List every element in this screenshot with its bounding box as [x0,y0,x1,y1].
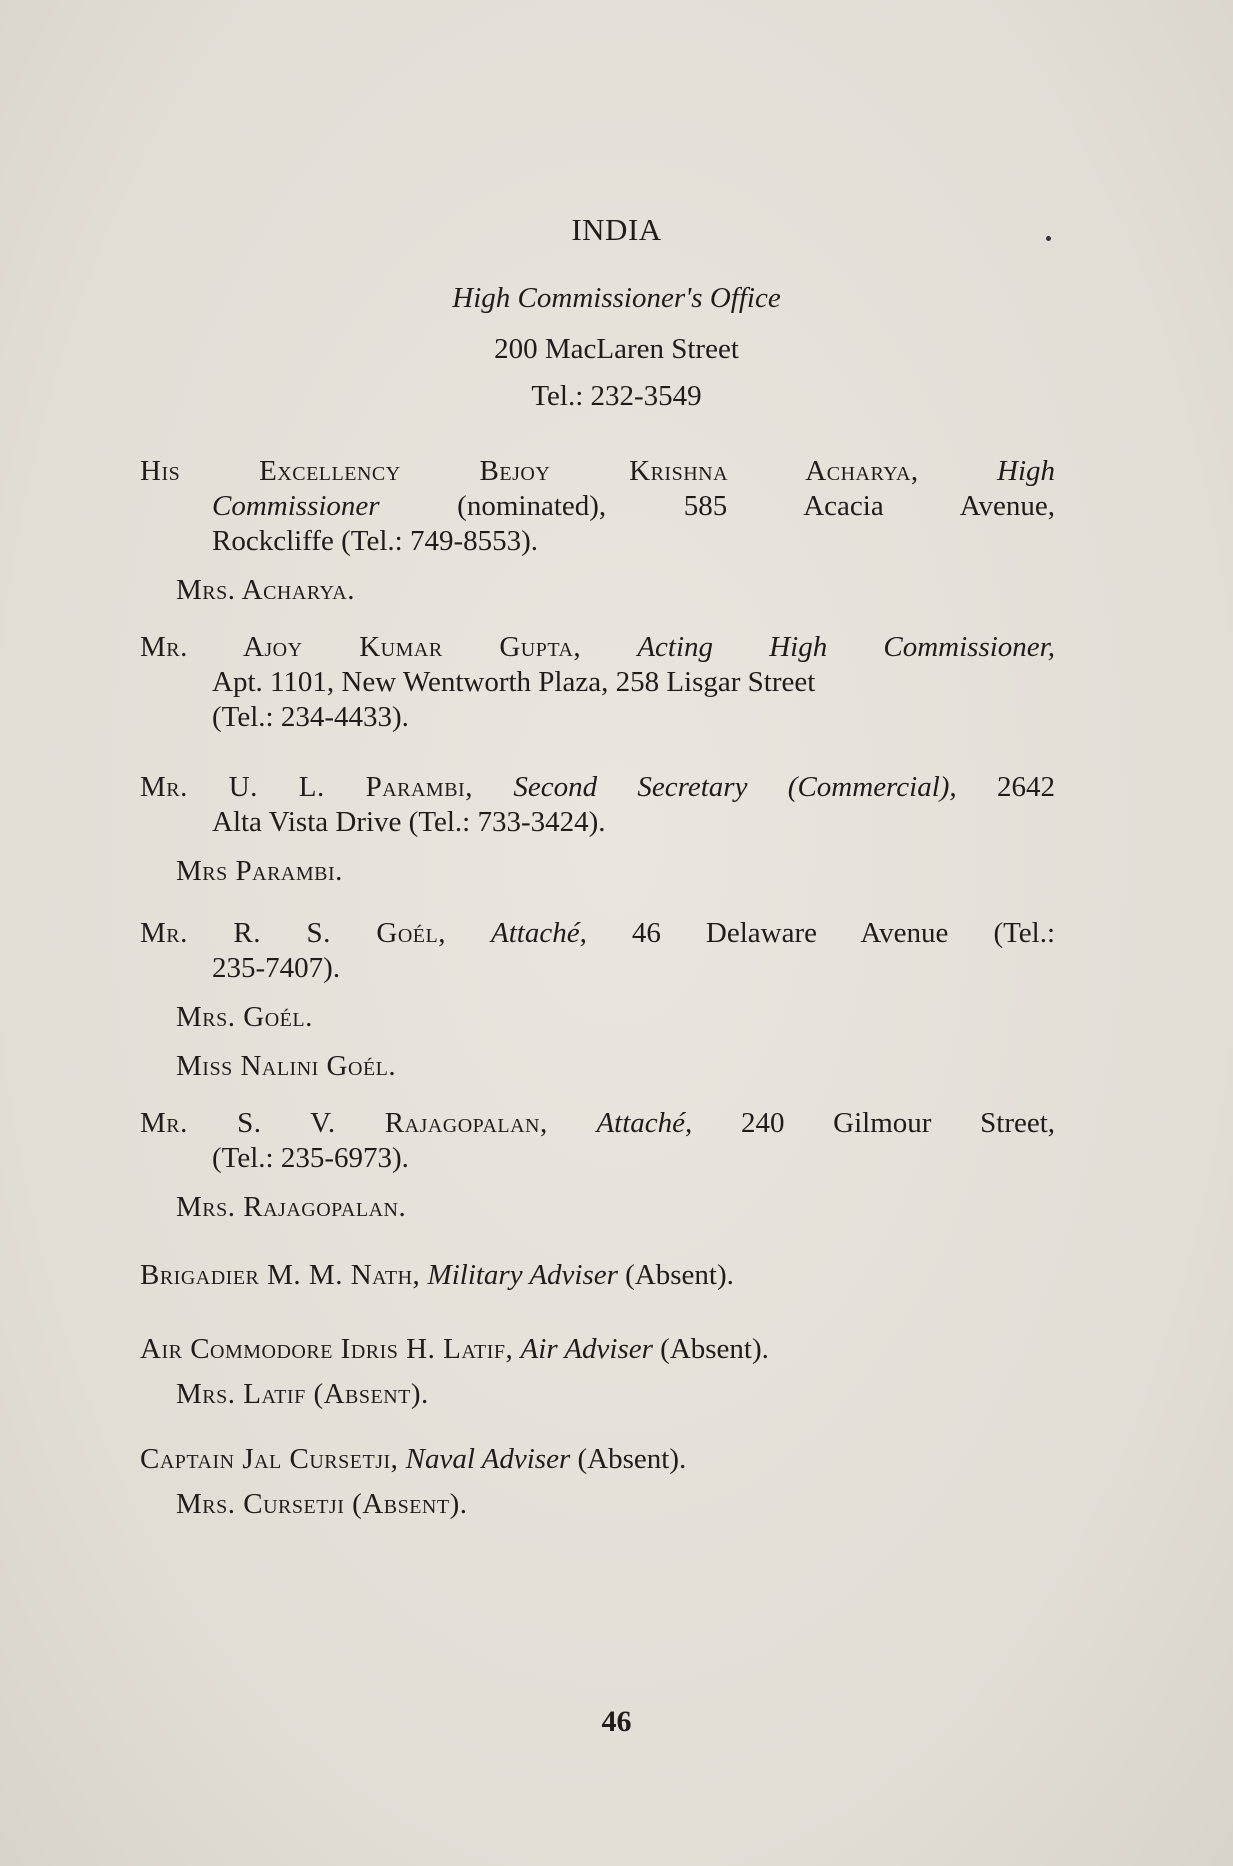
entry-line [140,1442,1055,1477]
entry-latif [140,1332,1055,1412]
entry-line [140,916,1055,951]
person-title: Naval Adviser [405,1443,571,1475]
person-title: Attaché, [596,1107,693,1139]
page-number: 46 [601,1705,632,1738]
person-name: Mr. U. L. Parambi, [140,771,473,803]
person-title: Acting High Commissioner, [637,631,1055,663]
spouse-name: Mrs. Cursetji (Absent). [176,1488,468,1520]
spouse-name: Mrs. Acharya. [176,574,355,606]
entry-rajagopalan [140,1106,1055,1225]
person-details: 2642 [997,771,1056,803]
person-details: (nominated), 585 Acacia Avenue, [457,490,1055,522]
daughter-name: Miss Nalini Goél. [176,1050,397,1082]
person-details: (Tel.: 234-4433). [212,701,409,733]
person-details: 240 Gilmour Street, [740,1107,1056,1139]
person-name: Brigadier M. M. Nath, [140,1259,421,1291]
office-phone: Tel.: 232-3549 [531,380,702,412]
person-details: (Absent). [625,1259,734,1291]
person-title: Air Adviser [520,1333,653,1365]
spouse-name: Mrs. Rajagopalan. [176,1191,407,1223]
entry-acharya [140,454,1055,608]
country-heading: INDIA [571,212,662,247]
spouse-name: Mrs. Latif (Absent). [176,1378,429,1410]
entry-line [140,454,1055,489]
person-name: Captain Jal Cursetji, [140,1443,399,1475]
person-details: (Absent). [660,1333,769,1365]
person-title: High [997,455,1056,487]
entry-line [140,489,1055,524]
person-title: Attaché, [491,917,587,949]
person-name: His Excellency Bejoy Krishna Acharya, [140,455,919,487]
person-name: Mr. Ajoy Kumar Gupta, [140,631,582,663]
office-title: High Commissioner's Office [452,282,781,314]
person-details: Rockcliffe (Tel.: 749-8553). [212,525,539,557]
person-details: 46 Delaware Avenue (Tel.: [631,917,1056,949]
person-title: Second Secretary (Commercial), [513,771,957,803]
person-details: (Absent). [577,1443,687,1475]
entry-nath [140,1258,1055,1293]
person-name: Mr. R. S. Goél, [140,917,446,949]
entry-gupta [140,630,1055,735]
spouse-name: Mrs Parambi. [176,855,343,887]
person-details: Apt. 1101, New Wentworth Plaza, 258 Lisgar Street [212,666,816,698]
office-address: 200 MacLaren Street [494,333,739,365]
person-name: Mr. S. V. Rajagopalan, [140,1107,548,1139]
entry-cursetji [140,1442,1055,1522]
entry-line [140,1258,1055,1293]
entry-line [140,630,1055,665]
spouse-name: Mrs. Goél. [176,1001,313,1033]
person-details: Alta Vista Drive (Tel.: 733-3424). [212,806,606,838]
person-details: (Tel.: 235-6973). [212,1142,409,1174]
entry-parambi [140,770,1055,889]
person-title: Commissioner [212,490,380,522]
person-title: Military Adviser [427,1259,618,1291]
entry-line [140,770,1055,805]
person-details: 235-7407). [212,952,341,984]
person-name: Air Commodore Idris H. Latif, [140,1333,514,1365]
entry-line [140,1106,1055,1141]
entry-line [140,1332,1055,1367]
entry-goel [140,916,1055,1084]
